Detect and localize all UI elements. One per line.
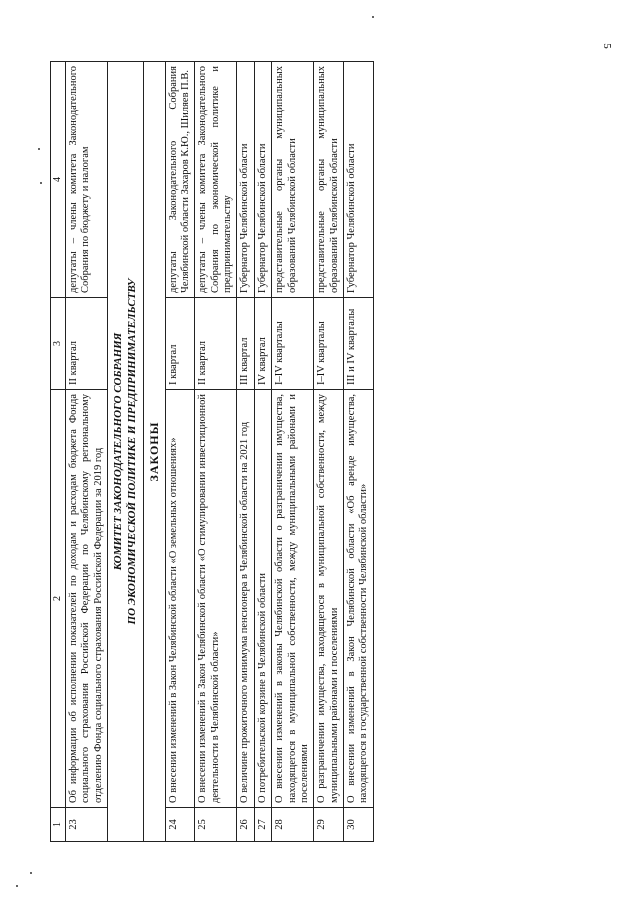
row-title: О разграничении имущества, находящегося в муниципальной собственности, между муниципальными районами и поселениями	[314, 390, 344, 808]
section-title	[107, 62, 144, 842]
row-number: 29	[314, 808, 344, 842]
section-header-row	[107, 62, 144, 842]
row-responsible: депутаты Законодательного Собрания Челябинской области Захаров К.Ю., Шиляев П.В.	[165, 62, 195, 298]
col-number-4: 4	[51, 62, 66, 298]
row-period: III квартал	[237, 298, 254, 390]
table-row	[272, 62, 314, 842]
row-responsible: депутаты – члены комитета Законодательного Собрания по экономической политике и предпринимательству	[195, 62, 237, 298]
row-period: IV квартал	[254, 298, 271, 390]
col-number-1: 1	[51, 808, 66, 842]
row-responsible: представительные органы муниципальных образований Челябинской области	[272, 62, 314, 298]
row-number: 28	[272, 808, 314, 842]
subsection-header-row	[144, 62, 165, 842]
scan-speck	[40, 182, 42, 184]
scan-speck	[16, 885, 18, 887]
scan-speck	[372, 16, 374, 18]
table-row	[254, 62, 271, 842]
row-period: I–IV кварталы	[272, 298, 314, 390]
rotated-document-sheet	[50, 62, 480, 842]
row-period: I квартал	[165, 298, 195, 390]
row-responsible: Губернатор Челябинской области	[237, 62, 254, 298]
row-title: О величине прожиточного минимума пенсионера в Челябинской области на 2021 год	[237, 390, 254, 808]
table-row	[237, 62, 254, 842]
subsection-title: ЗАКОНЫ	[144, 62, 165, 842]
row-number: 23	[65, 808, 107, 842]
row-period: I–IV кварталы	[314, 298, 344, 390]
row-title: О внесении изменений в Закон Челябинской области «О стимулировании инвестиционной деятельности в Челябинской области»	[195, 390, 237, 808]
table-row	[165, 62, 195, 842]
row-number: 30	[344, 808, 374, 842]
row-title: О потребительской корзине в Челябинской области	[254, 390, 271, 808]
section-title-line-1: КОМИТЕТ ЗАКОНОДАТЕЛЬНОГО СОБРАНИЯ	[111, 332, 124, 571]
work-plan-table	[50, 61, 374, 842]
table-row	[314, 62, 344, 842]
row-title: Об информации об исполнении показателей по доходам и расходам бюджета Фонда социального страхования Российской Федерации по Челябинскому региональному отделению Фонда социального страхования Российской Федерации за 2019 год	[65, 390, 107, 808]
scan-speck	[38, 148, 40, 150]
row-responsible: Губернатор Челябинской области	[344, 62, 374, 298]
table-row	[344, 62, 374, 842]
row-number: 27	[254, 808, 271, 842]
table-row	[195, 62, 237, 842]
row-responsible: депутаты – члены комитета Законодательного Собрания по бюджету и налогам	[65, 62, 107, 298]
table-row	[65, 62, 107, 842]
row-period: II квартал	[195, 298, 237, 390]
row-responsible: Губернатор Челябинской области	[254, 62, 271, 298]
column-number-row	[51, 62, 66, 842]
page-number: 5	[600, 43, 613, 49]
row-responsible: представительные органы муниципальных образований Челябинской области	[314, 62, 344, 298]
col-number-2: 2	[51, 390, 66, 808]
row-title: О внесении изменений в Закон Челябинской области «О земельных отношениях»	[165, 390, 195, 808]
scan-speck	[30, 872, 32, 874]
row-number: 26	[237, 808, 254, 842]
row-title: О внесении изменений в Закон Челябинской области «Об аренде имущества, находящегося в государственной собственности Челябинской области»	[344, 390, 374, 808]
section-title-line-2: ПО ЭКОНОМИЧЕСКОЙ ПОЛИТИКЕ И ПРЕДПРИНИМАТЕЛЬСТВУ	[125, 278, 138, 625]
row-title: О внесении изменений в законы Челябинской области о разграничении имущества, находящегося в муниципальной собственности, между муниципальными районами и поселениями	[272, 390, 314, 808]
col-number-3: 3	[51, 298, 66, 390]
row-number: 24	[165, 808, 195, 842]
row-number: 25	[195, 808, 237, 842]
row-period: II квартал	[65, 298, 107, 390]
row-period: III и IV кварталы	[344, 298, 374, 390]
